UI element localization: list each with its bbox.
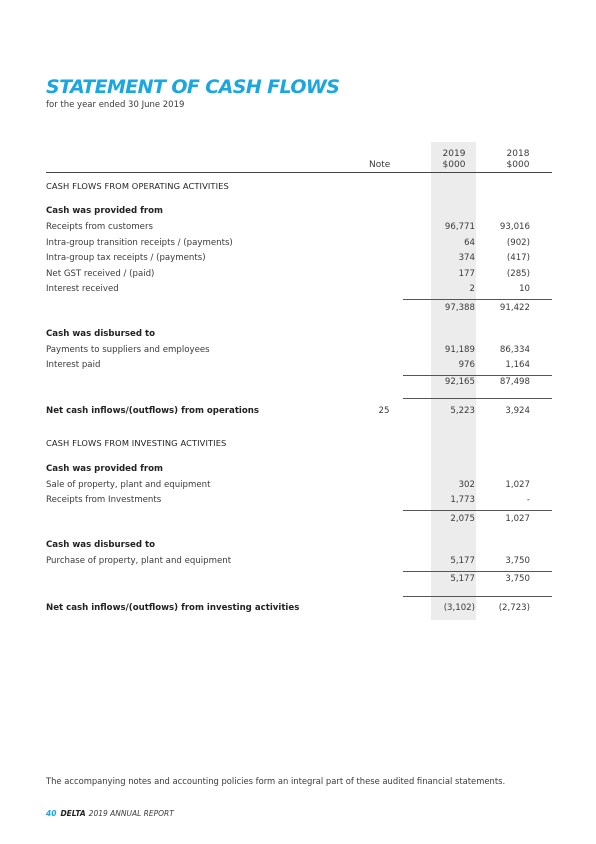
header-note: Note [369,160,391,170]
table-row [46,360,552,374]
value-2019: 91,189 [444,345,475,355]
subheading-op-provided [46,206,552,220]
table-row [46,480,552,494]
subheading-op-disbursed [46,329,552,343]
section-heading-operating [46,181,552,195]
value-2018: 1,164 [505,360,530,370]
header-2018 [488,149,548,171]
value-2019: 5,177 [450,556,475,566]
page-subtitle: for the year ended 30 June 2019 [46,100,185,110]
table-row [46,284,552,298]
value-2019: 64 [464,238,475,248]
value-2019: 1,773 [450,495,475,505]
value-2018: (2,723) [498,603,530,613]
value-2018: 3,750 [505,574,530,584]
value-2018: 10 [519,284,530,294]
table-row [46,238,552,252]
page-footer [46,809,174,818]
brand-name: DELTA [60,809,86,818]
total-rule [403,398,552,399]
subheading-label: Cash was provided from [46,464,163,474]
value-2019: 92,165 [444,377,475,387]
subtotal-row [46,574,552,588]
subheading-inv-provided [46,464,552,478]
header-2018-year: 2018 [506,149,530,159]
value-2019: 976 [458,360,475,370]
row-label: Intra-group tax receipts / (payments) [46,253,206,263]
header-rule [46,172,552,173]
table-row [46,556,552,570]
subtotal-row [46,303,552,317]
subtotal-rule [403,375,552,376]
table-row [46,495,552,509]
header-2019-unit: $000 [442,160,466,170]
value-2019: 177 [458,269,475,279]
report-name: 2019 ANNUAL REPORT [88,809,174,818]
total-row-investing [46,603,552,617]
section-label: CASH FLOWS FROM OPERATING ACTIVITIES [46,181,229,191]
value-2018: 3,750 [505,556,530,566]
value-2018: 93,016 [499,222,530,232]
footnote: The accompanying notes and accounting policies form an integral part of these audited financial statements. [46,776,506,786]
value-2018: (285) [506,269,530,279]
page-title: STATEMENT OF CASH FLOWS [46,76,340,98]
value-2019: (3,102) [443,603,475,613]
row-label: Receipts from Investments [46,495,162,505]
table-row [46,345,552,359]
row-label: Intra-group transition receipts / (payments) [46,238,233,248]
row-label: Net GST received / (paid) [46,269,155,279]
row-label: Net cash inflows/(outflows) from operations [46,406,260,416]
header-2018-unit: $000 [506,160,530,170]
value-2018: 87,498 [499,377,530,387]
value-2018: 3,924 [505,406,530,416]
subtotal-rule [403,510,552,511]
value-2018: (417) [506,253,530,263]
value-2018: 86,334 [499,345,530,355]
header-2019 [424,149,484,171]
value-2019: 97,388 [444,303,475,313]
value-2019: 2,075 [450,514,475,524]
value-2019: 5,177 [450,574,475,584]
row-label: Sale of property, plant and equipment [46,480,211,490]
row-label: Interest received [46,284,119,294]
value-2018: 91,422 [499,303,530,313]
row-label: Receipts from customers [46,222,153,232]
row-label: Net cash inflows/(outflows) from investing activities [46,603,300,613]
note-ref: 25 [378,406,390,416]
subheading-label: Cash was provided from [46,206,163,216]
subtotal-row [46,377,552,391]
table-row [46,269,552,283]
total-rule [403,596,552,597]
subtotal-rule [403,299,552,300]
subheading-inv-disbursed [46,540,552,554]
value-2019: 302 [458,480,475,490]
subheading-label: Cash was disbursed to [46,329,155,339]
page-number: 40 [46,809,57,818]
value-2018: (902) [506,238,530,248]
value-2019: 2 [469,284,475,294]
value-2019: 5,223 [450,406,475,416]
total-row-operations [46,406,552,420]
value-2019: 96,771 [444,222,475,232]
value-2018: - [526,495,530,505]
row-label: Interest paid [46,360,101,370]
value-2018: 1,027 [505,480,530,490]
table-row [46,253,552,267]
subtotal-rule [403,571,552,572]
section-label: CASH FLOWS FROM INVESTING ACTIVITIES [46,438,227,448]
row-label: Payments to suppliers and employees [46,345,210,355]
subheading-label: Cash was disbursed to [46,540,155,550]
subtotal-row [46,514,552,528]
value-2019: 374 [458,253,475,263]
row-label: Purchase of property, plant and equipment [46,556,232,566]
section-heading-investing [46,438,552,452]
header-2019-year: 2019 [442,149,466,159]
table-row [46,222,552,236]
value-2018: 1,027 [505,514,530,524]
